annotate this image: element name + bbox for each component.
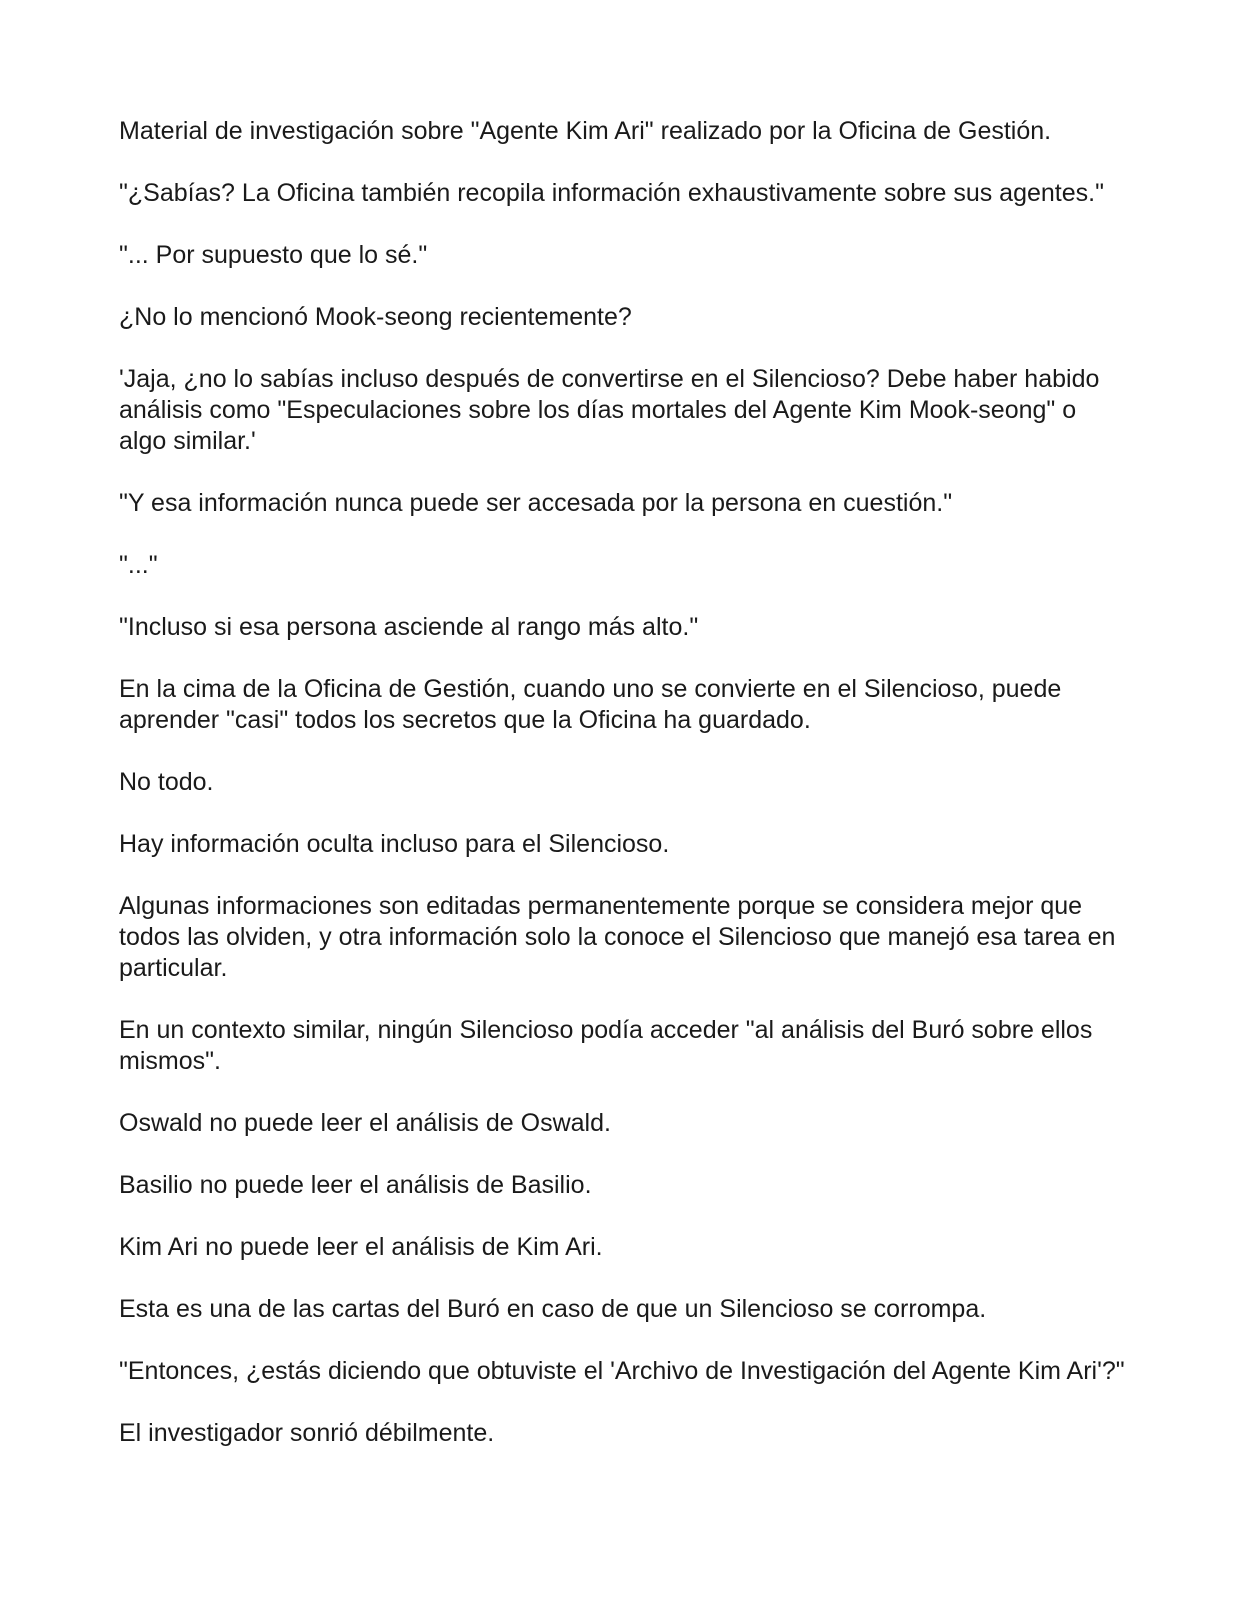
paragraph: "Entonces, ¿estás diciendo que obtuviste el 'Archivo de Investigación del Agente Kim Ari'?" [119, 1357, 1125, 1385]
paragraph: Esta es una de las cartas del Buró en caso de que un Silencioso se corrompa. [119, 1295, 987, 1323]
paragraph: Basilio no puede leer el análisis de Basilio. [119, 1171, 592, 1199]
paragraph: "Incluso si esa persona asciende al rango más alto." [119, 613, 699, 641]
paragraph: Algunas informaciones son editadas permanentemente porque se considera mejor que todos las olviden, y otra información solo la conoce el Silencioso que manejó esa tarea en particular. [119, 892, 1116, 982]
paragraph: ¿No lo mencionó Mook-seong recientemente? [119, 303, 632, 331]
document-body [119, 116, 1129, 1449]
paragraph: "Y esa información nunca puede ser accesada por la persona en cuestión." [119, 489, 953, 517]
paragraph: El investigador sonrió débilmente. [119, 1419, 495, 1447]
paragraph: "... Por supuesto que lo sé." [119, 241, 428, 269]
paragraph: No todo. [119, 768, 214, 796]
paragraph: 'Jaja, ¿no lo sabías incluso después de convertirse en el Silencioso? Debe haber habido análisis como "Especulaciones sobre los días mortales del Agente Kim Mook-seong" o algo similar.' [119, 365, 1100, 455]
paragraph: Material de investigación sobre "Agente Kim Ari" realizado por la Oficina de Gestión. [119, 117, 1052, 145]
paragraph: En la cima de la Oficina de Gestión, cuando uno se convierte en el Silencioso, puede aprender "casi" todos los secretos que la Oficina ha guardado. [119, 675, 1062, 734]
paragraph: Oswald no puede leer el análisis de Oswald. [119, 1109, 611, 1137]
paragraph: Hay información oculta incluso para el Silencioso. [119, 830, 670, 858]
paragraph: En un contexto similar, ningún Silencioso podía acceder "al análisis del Buró sobre ellos mismos". [119, 1016, 1093, 1075]
paragraph: "¿Sabías? La Oficina también recopila información exhaustivamente sobre sus agentes." [119, 179, 1104, 207]
paragraph: Kim Ari no puede leer el análisis de Kim Ari. [119, 1233, 603, 1261]
paragraph: "..." [119, 551, 158, 579]
